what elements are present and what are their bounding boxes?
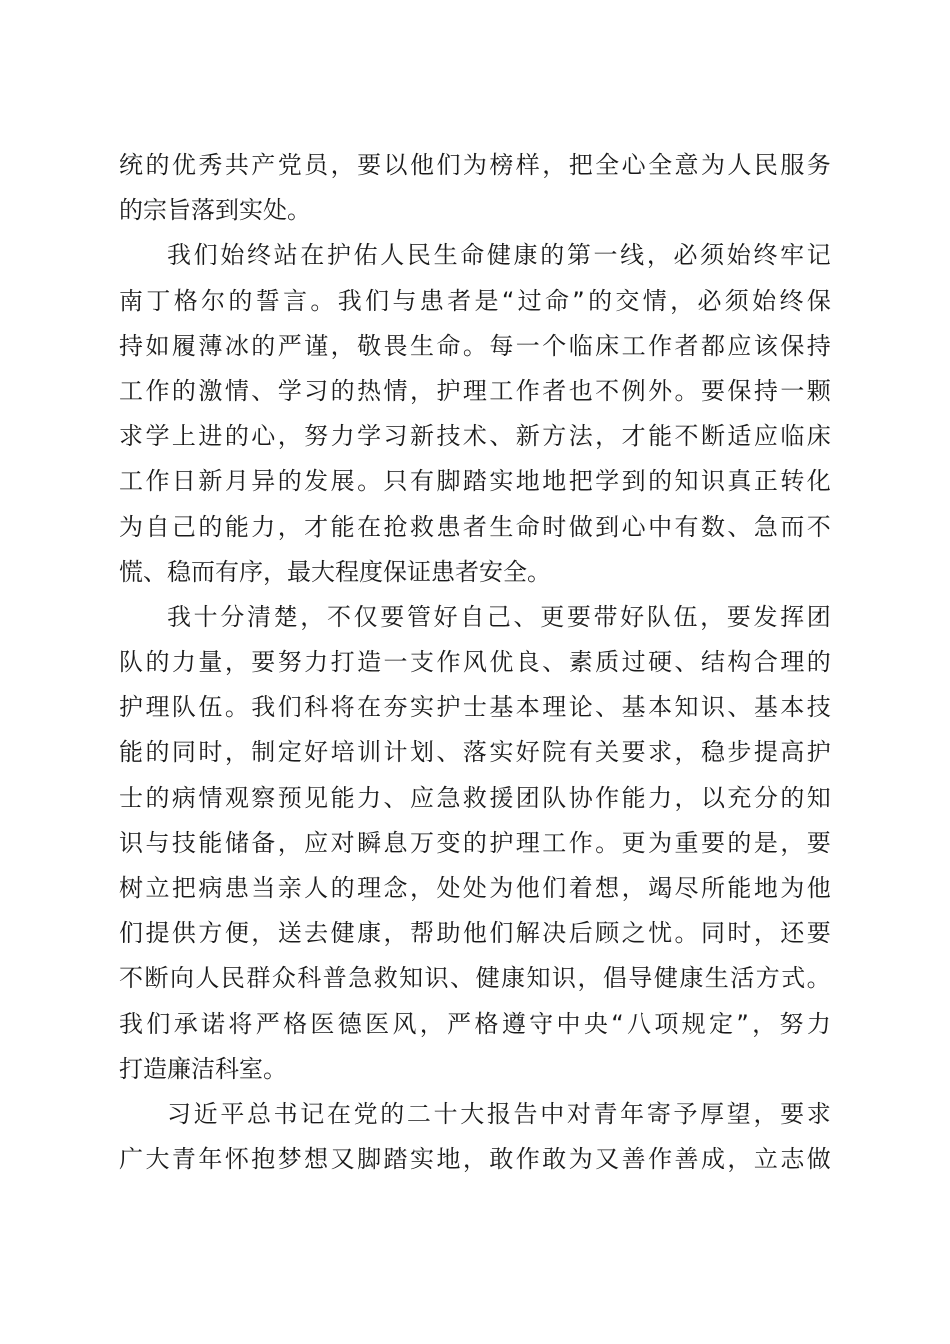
body-text bbox=[119, 143, 831, 1182]
text-line: 我 们 承 诺 将 严 格 医 德 医 风 ， 严 格 遵 守 中 央 “ 八 项 规 定 ” ， 努 力 bbox=[119, 1009, 831, 1038]
text-line: 的宗旨落到实处。 bbox=[119, 196, 311, 225]
text-line: 我 们 始 终 站 在 护 佑 人 民 生 命 健 康 的 第 一 线 ， 必 须 始 终 牢 记 bbox=[167, 241, 831, 270]
text-line: 广 大 青 年 怀 抱 梦 想 又 脚 踏 实 地 ， 敢 作 敢 为 又 善 作 善 成 ， 立 志 做 bbox=[119, 1145, 831, 1174]
text-line: 工 作 日 新 月 异 的 发 展 。 只 有 脚 踏 实 地 地 把 学 到 的 知 识 真 正 转 化 bbox=[119, 467, 831, 496]
text-line: 求 学 上 进 的 心 ， 努 力 学 习 新 技 术 、 新 方 法 ， 才 能 不 断 适 应 临 床 bbox=[119, 422, 831, 451]
text-line: 工 作 的 激 情 、 学 习 的 热 情 ， 护 理 工 作 者 也 不 例 外 。 要 保 持 一 颗 bbox=[119, 376, 831, 405]
text-line: 识 与 技 能 储 备 ， 应 对 瞬 息 万 变 的 护 理 工 作 。 更 为 重 要 的 是 ， 要 bbox=[119, 828, 831, 857]
text-line: 队 的 力 量 ， 要 努 力 打 造 一 支 作 风 优 良 、 素 质 过 硬 、 结 构 合 理 的 bbox=[119, 648, 831, 677]
text-line: 士 的 病 情 观 察 预 见 能 力 、 应 急 救 援 团 队 协 作 能 力 ， 以 充 分 的 知 bbox=[119, 783, 831, 812]
text-line: 南 丁 格 尔 的 誓 言 。 我 们 与 患 者 是 “ 过 命 ” 的 交 情 ， 必 须 始 终 保 bbox=[119, 286, 831, 315]
text-line: 习 近 平 总 书 记 在 党 的 二 十 大 报 告 中 对 青 年 寄 予 厚 望 ， 要 求 bbox=[167, 1099, 831, 1128]
text-line: 护 理 队 伍 。 我 们 科 将 在 夯 实 护 士 基 本 理 论 、 基 本 知 识 、 基 本 技 bbox=[119, 693, 831, 722]
text-line: 们 提 供 方 便 ， 送 去 健 康 ， 帮 助 他 们 解 决 后 顾 之 忧 。 同 时 ， 还 要 bbox=[119, 919, 831, 948]
text-line: 为 自 己 的 能 力 ， 才 能 在 抢 救 患 者 生 命 时 做 到 心 中 有 数 、 急 而 不 bbox=[119, 512, 831, 541]
text-line: 不 断 向 人 民 群 众 科 普 急 救 知 识 、 健 康 知 识 ， 倡 导 健 康 生 活 方 式 。 bbox=[119, 964, 831, 993]
text-line: 打造廉洁科室。 bbox=[119, 1054, 287, 1083]
text-line: 能 的 同 时 ， 制 定 好 培 训 计 划 、 落 实 好 院 有 关 要 求 ， 稳 步 提 高 护 bbox=[119, 738, 831, 767]
text-line: 树 立 把 病 患 当 亲 人 的 理 念 ， 处 处 为 他 们 着 想 ， 竭 尽 所 能 地 为 他 bbox=[119, 874, 831, 902]
text-line: 统 的 优 秀 共 产 党 员 ， 要 以 他 们 为 榜 样 ， 把 全 心 全 意 为 人 民 服 务 bbox=[119, 151, 831, 179]
text-line: 慌、稳而有序，最大程度保证患者安全。 bbox=[119, 557, 551, 586]
text-line: 持 如 履 薄 冰 的 严 谨 ， 敬 畏 生 命 。 每 一 个 临 床 工 作 者 都 应 该 保 持 bbox=[119, 331, 831, 360]
text-line: 我 十 分 清 楚 ， 不 仅 要 管 好 自 己 、 更 要 带 好 队 伍 ， 要 发 挥 团 bbox=[167, 602, 831, 631]
